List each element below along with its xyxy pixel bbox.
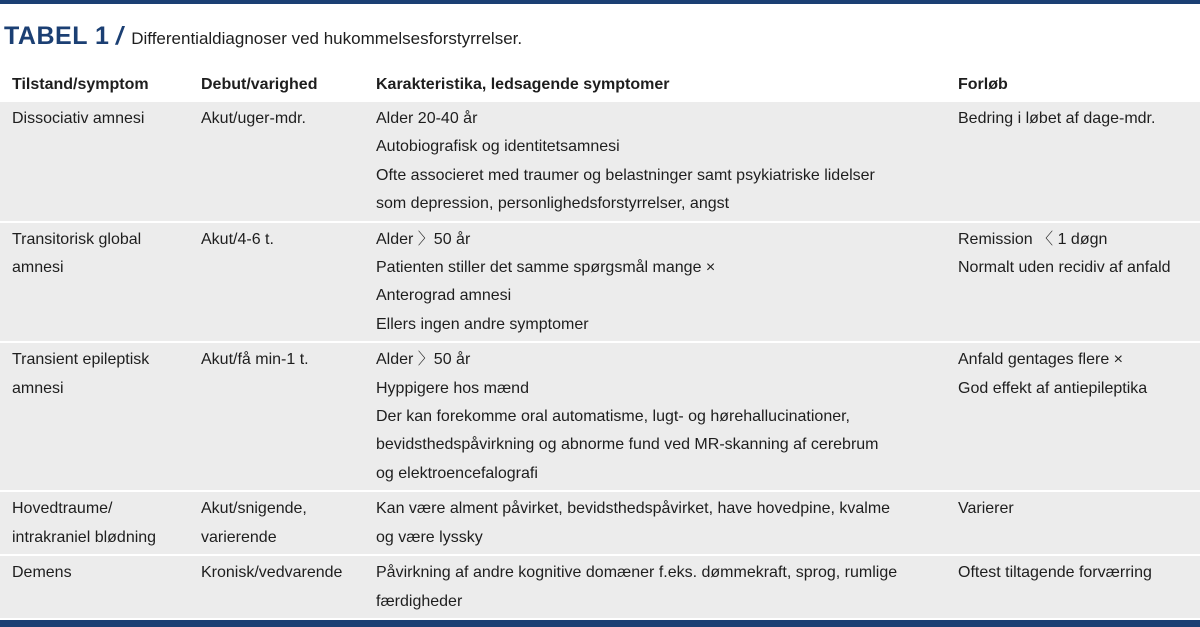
onset-cell-line: varierende	[201, 528, 277, 546]
characteristics-cell-line: som depression, personlighedsforstyrrelser, angst	[376, 195, 730, 213]
condition-cell-line: Dissociativ amnesi	[12, 110, 145, 127]
course-cell-line: God effekt af antiepileptika	[958, 379, 1148, 397]
table-caption	[4, 22, 522, 51]
onset-cell-line: Akut/få min-1 t.	[201, 351, 309, 369]
characteristics-cell	[364, 222, 946, 343]
table-row	[0, 555, 1200, 618]
column-header: Karakteristika, ledsagende symptomer	[364, 70, 946, 101]
condition-cell-line: Hovedtraume/	[12, 500, 113, 518]
column-header: Tilstand/symptom	[0, 70, 189, 101]
characteristics-cell-line: og være lyssky	[376, 528, 483, 546]
top-rule	[0, 0, 1200, 4]
condition-cell-line: Transitorisk global	[12, 230, 142, 248]
characteristics-cell-line: Patienten stiller det samme spørgsmål mange ×	[376, 259, 716, 277]
course-cell	[946, 222, 1200, 343]
condition-cell-line: Transient epileptisk	[12, 351, 150, 369]
course-cell-line: Varierer	[958, 500, 1014, 518]
course-cell-line: Oftest tiltagende forværring	[958, 564, 1152, 582]
onset-cell-line: Akut/4-6 t.	[201, 230, 274, 248]
table-row	[0, 101, 1200, 222]
characteristics-cell	[364, 342, 946, 491]
characteristics-cell-line: Ofte associeret med traumer og belastninger samt psykiatriske lidelser	[376, 166, 875, 184]
caption-separator: /	[115, 22, 123, 50]
characteristics-cell-line: færdigheder	[376, 592, 463, 610]
characteristics-cell	[364, 101, 946, 222]
onset-cell	[189, 101, 364, 222]
condition-cell	[0, 491, 189, 555]
table-title: Differentialdiagnoser ved hukommelsesforstyrrelser.	[131, 29, 523, 48]
condition-cell	[0, 555, 189, 618]
characteristics-cell-line: og elektroencefalografi	[376, 464, 538, 482]
characteristics-cell-line: Påvirkning af andre kognitive domæner f.eks. dømmekraft, sprog, rumlige	[376, 564, 898, 582]
characteristics-cell-line: Der kan forekomme oral automatisme, lugt- og hørehallucinationer,	[376, 408, 850, 426]
onset-cell	[189, 555, 364, 618]
table-row	[0, 222, 1200, 343]
condition-cell	[0, 342, 189, 491]
condition-cell-line: intrakraniel blødning	[12, 528, 157, 546]
column-header: Debut/varighed	[189, 70, 364, 101]
characteristics-cell-line: Hyppigere hos mænd	[376, 379, 529, 397]
condition-cell	[0, 222, 189, 343]
characteristics-cell-line: Ellers ingen andre symptomer	[376, 315, 589, 333]
characteristics-cell	[364, 491, 946, 555]
course-cell	[946, 491, 1200, 555]
characteristics-cell	[364, 555, 946, 618]
onset-cell-line: Akut/uger-mdr.	[201, 110, 306, 127]
characteristics-cell-line: Alder 20-40 år	[376, 110, 478, 127]
onset-cell	[189, 342, 364, 491]
course-cell-line: Anfald gentages flere ×	[958, 351, 1124, 369]
characteristics-cell-line: Alder 〉50 år	[376, 230, 471, 248]
table-row	[0, 491, 1200, 555]
table-row	[0, 342, 1200, 491]
condition-cell-line: Demens	[12, 564, 72, 582]
course-cell	[946, 342, 1200, 491]
onset-cell-line: Kronisk/vedvarende	[201, 564, 343, 582]
table-body	[0, 101, 1200, 618]
condition-cell	[0, 101, 189, 222]
bottom-rule	[0, 620, 1200, 627]
course-cell-line: Bedring i løbet af dage-mdr.	[958, 110, 1156, 127]
course-cell-line: Remission 〈 1 døgn	[958, 230, 1108, 248]
characteristics-cell-line: Kan være alment påvirket, bevidsthedspåvirket, have hovedpine, kvalme	[376, 500, 891, 518]
column-header: Forløb	[946, 70, 1200, 101]
characteristics-cell-line: Autobiografisk og identitetsamnesi	[376, 138, 620, 156]
condition-cell-line: amnesi	[12, 259, 64, 277]
table-header-row	[0, 70, 1200, 101]
condition-cell-line: amnesi	[12, 379, 64, 397]
table-label: TABEL 1	[4, 22, 110, 50]
course-cell	[946, 555, 1200, 618]
course-cell	[946, 101, 1200, 222]
onset-cell	[189, 491, 364, 555]
onset-cell	[189, 222, 364, 343]
course-cell-line: Normalt uden recidiv af anfald	[958, 259, 1171, 277]
characteristics-cell-line: bevidsthedspåvirkning og abnorme fund ved MR-skanning af cerebrum	[376, 436, 879, 454]
characteristics-cell-line: Anterograd amnesi	[376, 287, 512, 305]
onset-cell-line: Akut/snigende,	[201, 500, 307, 518]
characteristics-cell-line: Alder 〉50 år	[376, 351, 471, 369]
differential-diagnosis-table	[0, 70, 1200, 618]
